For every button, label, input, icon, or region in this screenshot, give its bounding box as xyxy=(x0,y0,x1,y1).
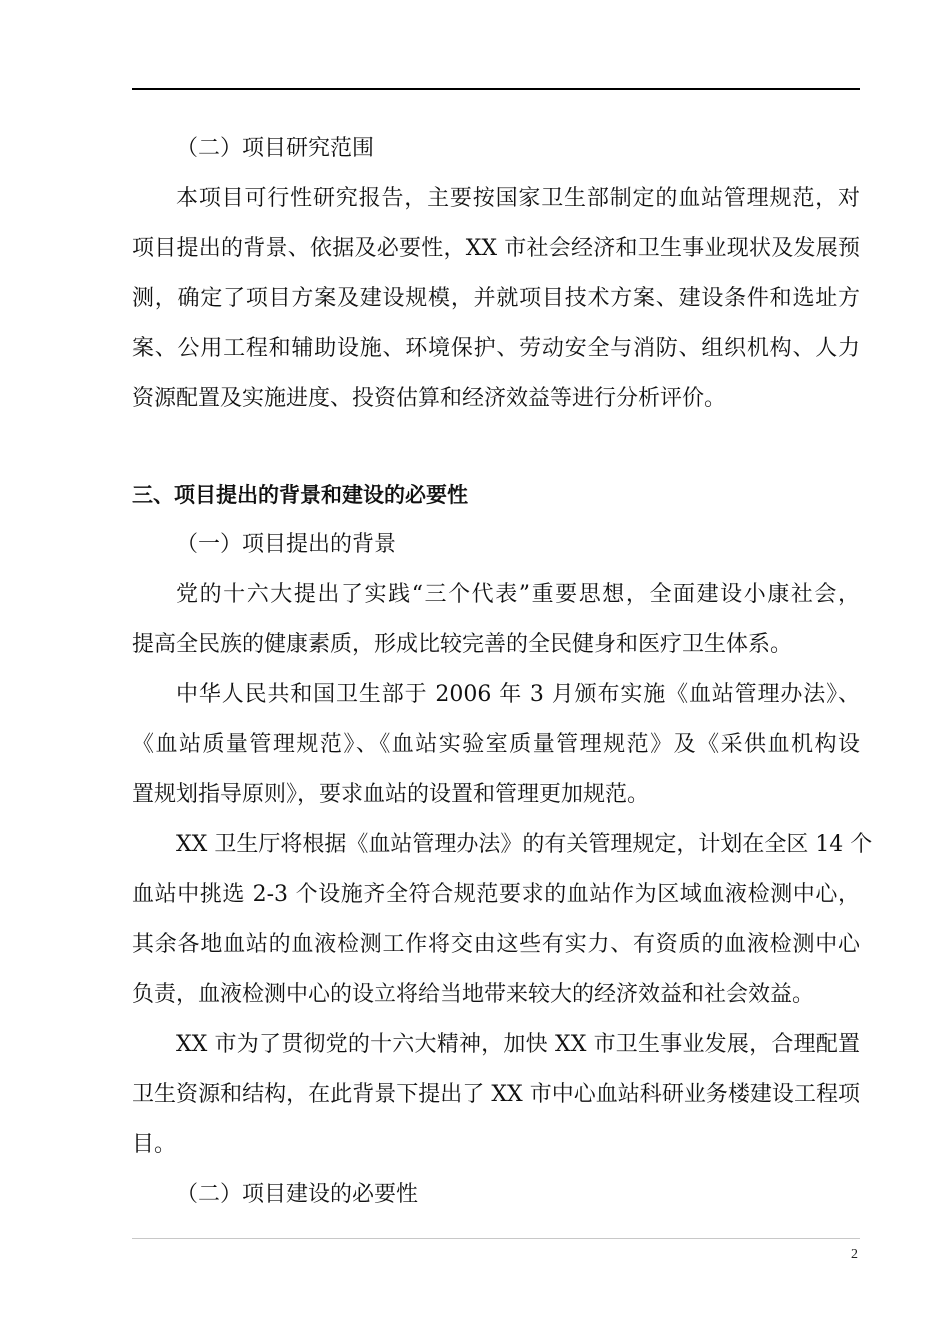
paragraph-line: 本项目可行性研究报告，主要按国家卫生部制定的血站管理规范，对 xyxy=(176,186,860,211)
paragraph-line: 置规划指导原则》，要求血站的设置和管理更加规范。 xyxy=(132,782,650,807)
section-3-1-title: （一）项目提出的背景 xyxy=(176,532,397,557)
paragraph-line: 其余各地血站的血液检测工作将交由这些有实力、有资质的血液检测中心 xyxy=(132,932,860,957)
paragraph-background-2 xyxy=(132,670,860,820)
paragraph-line: 提高全民族的健康素质，形成比较完善的全民健身和医疗卫生体系。 xyxy=(132,632,793,657)
paragraph-line: XX 卫生厅将根据《血站管理办法》的有关管理规定，计划在全区 14 个 xyxy=(176,832,873,857)
paragraph-background-1 xyxy=(132,570,860,670)
section-3-heading: 三、项目提出的背景和建设的必要性 xyxy=(132,483,468,507)
paragraph-line: 血站中挑选 2-3 个设施齐全符合规范要求的血站作为区域血液检测中心， xyxy=(132,882,860,907)
paragraph-line: 测，确定了项目方案及建设规模，并就项目技术方案、建设条件和选址方 xyxy=(132,286,860,311)
paragraph-line: 党的十六大提出了实践“三个代表”重要思想，全面建设小康社会， xyxy=(176,582,860,607)
paragraph-line: 负责，血液检测中心的设立将给当地带来较大的经济效益和社会效益。 xyxy=(132,982,815,1007)
paragraph-line: 目。 xyxy=(132,1132,177,1157)
paragraph-line: 资源配置及实施进度、投资估算和经济效益等进行分析评价。 xyxy=(132,386,727,411)
header-rule xyxy=(132,88,860,90)
paragraph-research-scope xyxy=(132,174,860,424)
paragraph-background-4 xyxy=(132,1020,860,1170)
section-gap xyxy=(132,424,860,470)
paragraph-background-3 xyxy=(132,820,873,1020)
section-2-2-title: （二）项目研究范围 xyxy=(176,136,375,161)
footer-rule xyxy=(132,1238,860,1239)
paragraph-line: XX 市为了贯彻党的十六大精神，加快 XX 市卫生事业发展，合理配置 xyxy=(176,1032,860,1057)
page-number: 2 xyxy=(851,1247,858,1262)
section-3-2-title: （二）项目建设的必要性 xyxy=(176,1182,419,1207)
paragraph-line: 项目提出的背景、依据及必要性，XX 市社会经济和卫生事业现状及发展预 xyxy=(132,236,860,261)
document-body xyxy=(132,124,873,1220)
paragraph-line: 《血站质量管理规范》、《血站实验室质量管理规范》及《采供血机构设 xyxy=(132,732,860,757)
paragraph-line: 案、公用工程和辅助设施、环境保护、劳动安全与消防、组织机构、人力 xyxy=(132,336,860,361)
paragraph-line: 卫生资源和结构，在此背景下提出了 XX 市中心血站科研业务楼建设工程项 xyxy=(132,1082,860,1107)
paragraph-line: 中华人民共和国卫生部于 2006 年 3 月颁布实施《血站管理办法》、 xyxy=(176,682,860,707)
